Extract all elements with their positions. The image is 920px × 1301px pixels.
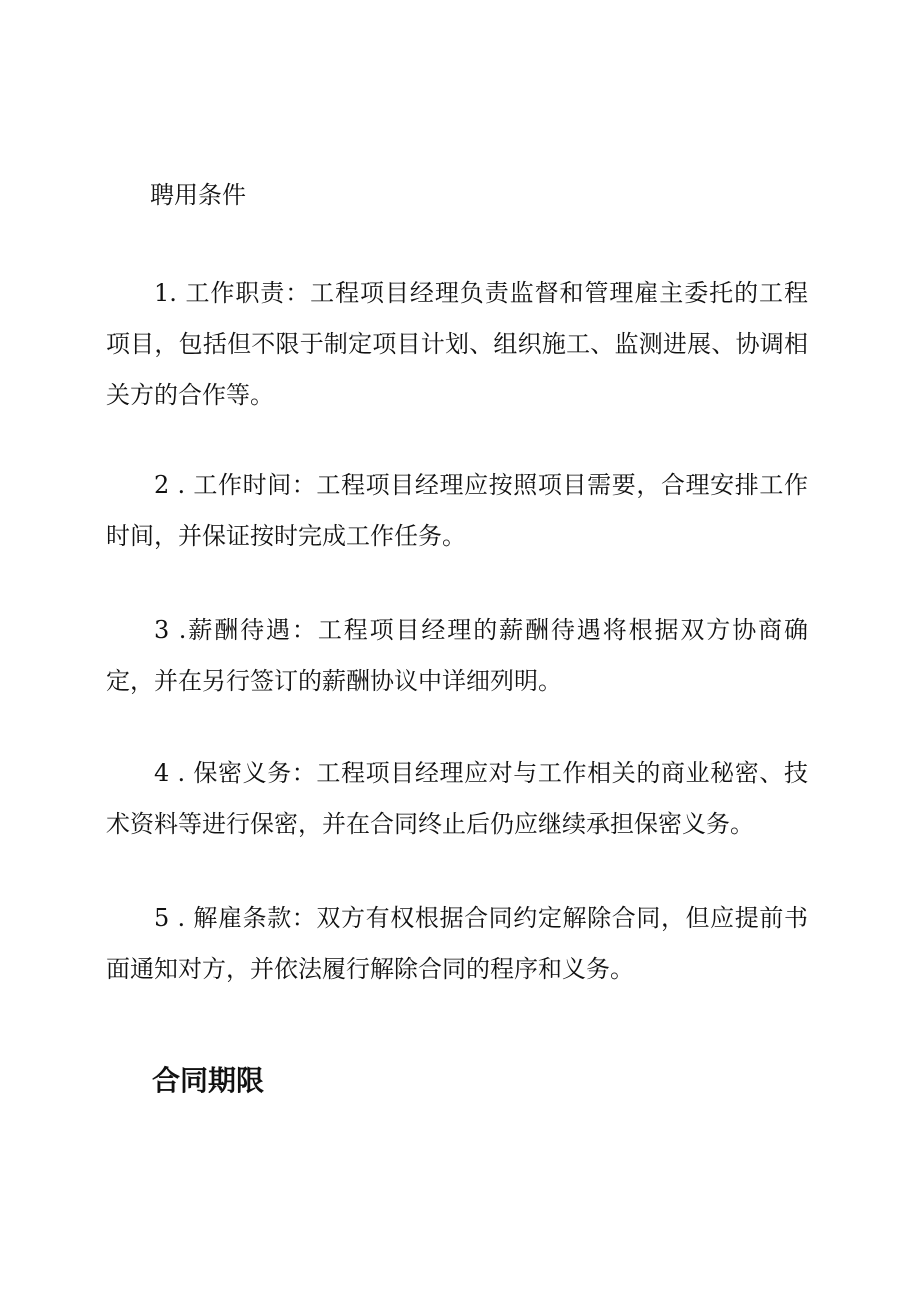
section-heading-employment-terms: 聘用条件 [150, 181, 246, 209]
clause-compensation: 3 .薪酬待遇：工程项目经理的薪酬待遇将根据双方协商确定，并在另行签订的薪酬协议中详细列明。 [106, 616, 808, 695]
clause-job-duties: 1. 工作职责：工程项目经理负责监督和管理雇主委托的工程项目，包括但不限于制定项目计划、组织施工、监测进展、协调相关方的合作等。 [106, 279, 808, 409]
section-heading-contract-term: 合同期限 [152, 1064, 265, 1097]
clause-working-hours: 2 . 工作时间：工程项目经理应按照项目需要，合理安排工作时间，并保证按时完成工作任务。 [106, 471, 808, 550]
clause-confidentiality: 4 . 保密义务：工程项目经理应对与工作相关的商业秘密、技术资料等进行保密，并在合同终止后仍应继续承担保密义务。 [106, 759, 808, 838]
clause-termination: 5 . 解雇条款：双方有权根据合同约定解除合同，但应提前书面通知对方，并依法履行解除合同的程序和义务。 [106, 904, 808, 983]
